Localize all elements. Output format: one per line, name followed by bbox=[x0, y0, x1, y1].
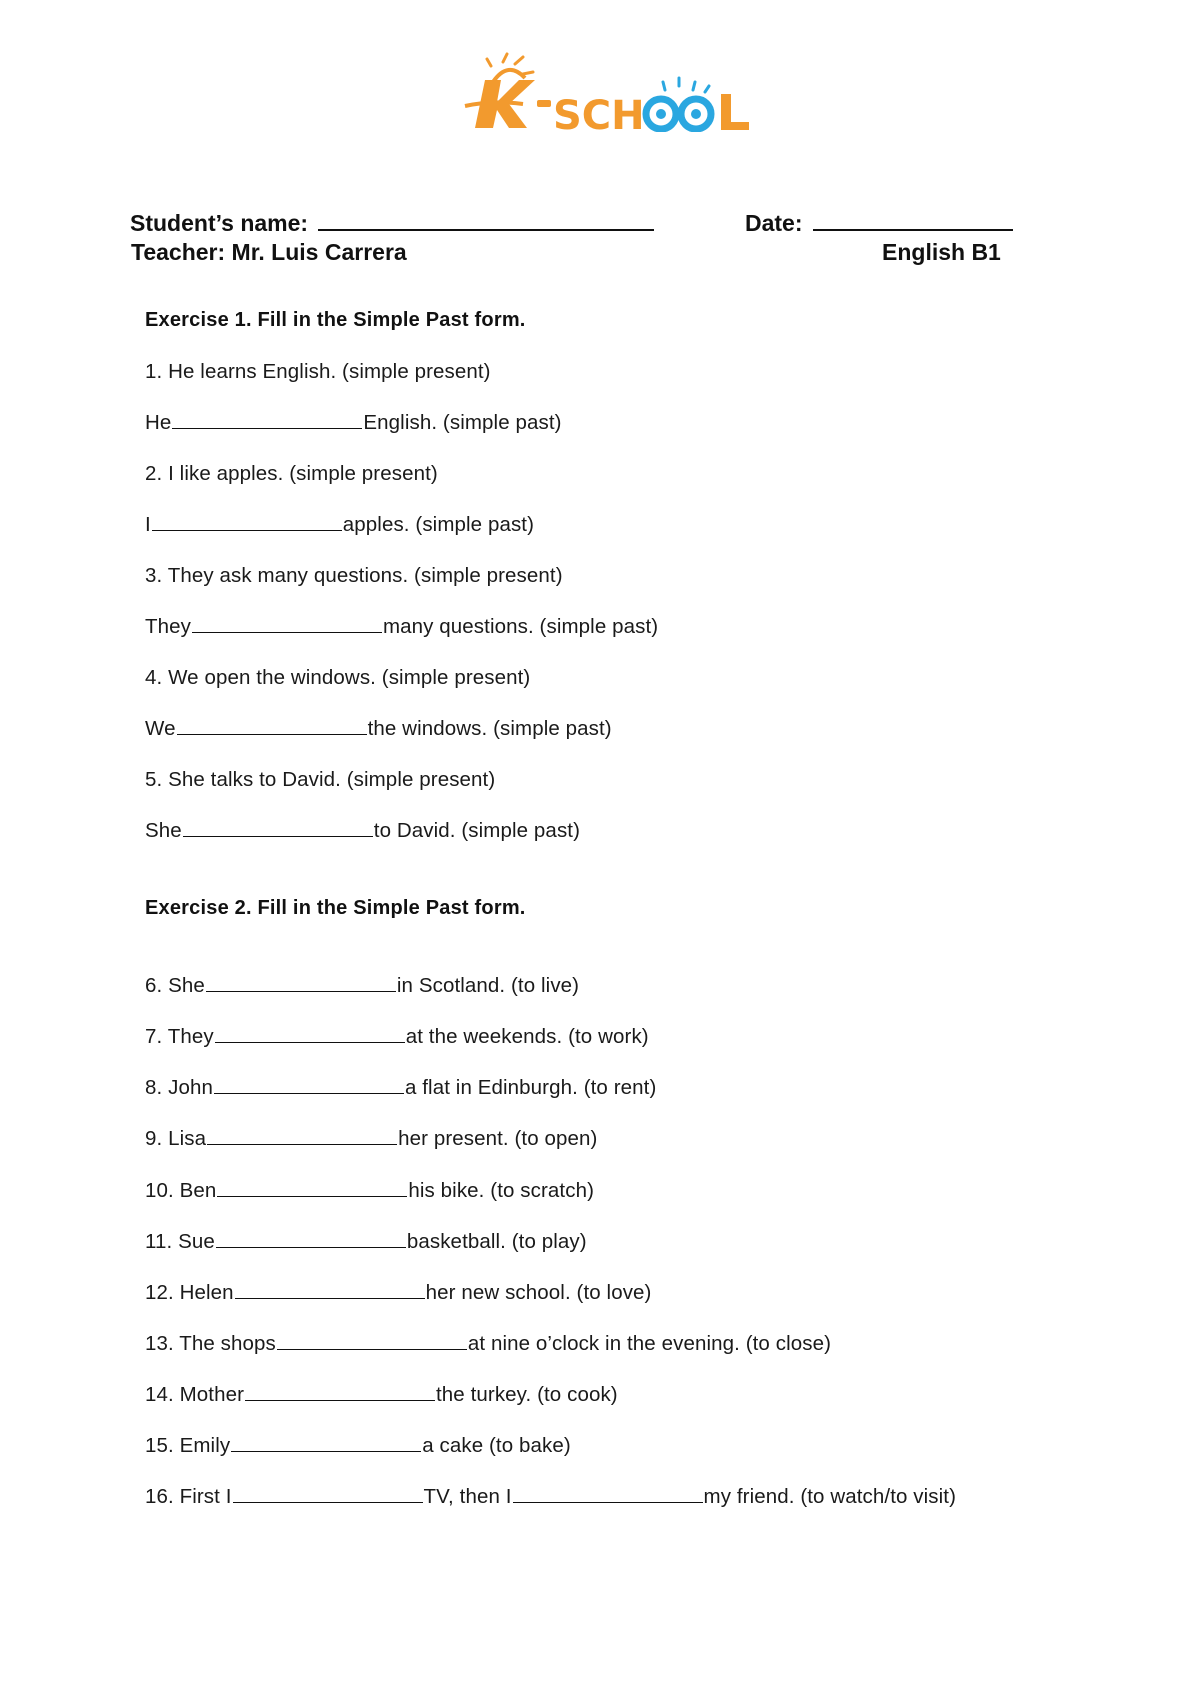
item-suffix: at the weekends. (to work) bbox=[405, 1025, 649, 1048]
item-prefix: 14. Mother bbox=[145, 1383, 244, 1406]
ex1-answer-line-3 bbox=[145, 615, 658, 639]
student-name-row bbox=[130, 210, 654, 237]
ex2-item-13 bbox=[145, 1332, 831, 1356]
item-prefix: 13. The shops bbox=[145, 1332, 276, 1355]
exercise1-title: Exercise 1. Fill in the Simple Past form. bbox=[145, 309, 526, 331]
answer-prefix: He bbox=[145, 411, 172, 434]
student-name-blank[interactable] bbox=[318, 211, 654, 231]
ex1-prompt-3: 3. They ask many questions. (simple present) bbox=[145, 564, 563, 587]
ex2-item-15 bbox=[145, 1434, 571, 1458]
answer-blank-second[interactable] bbox=[513, 1485, 703, 1503]
answer-suffix: apples. (simple past) bbox=[342, 513, 535, 536]
answer-suffix: the windows. (simple past) bbox=[367, 717, 612, 740]
answer-blank[interactable] bbox=[277, 1332, 467, 1350]
answer-suffix: to David. (simple past) bbox=[373, 819, 581, 842]
item-suffix: her new school. (to love) bbox=[425, 1281, 652, 1304]
ex2-item-14 bbox=[145, 1383, 618, 1407]
ex1-prompt-4: 4. We open the windows. (simple present) bbox=[145, 666, 531, 689]
item-prefix: 15. Emily bbox=[145, 1434, 231, 1457]
item-suffix: a flat in Edinburgh. (to rent) bbox=[404, 1076, 657, 1099]
ex1-prompt-2: 2. I like apples. (simple present) bbox=[145, 462, 438, 485]
course-level: English B1 bbox=[882, 239, 1001, 265]
ex1-prompt-1: 1. He learns English. (simple present) bbox=[145, 360, 491, 383]
ex2-item-16 bbox=[145, 1485, 956, 1509]
answer-blank[interactable] bbox=[177, 717, 367, 735]
ex1-answer-line-4 bbox=[145, 717, 612, 741]
item-prefix: 9. Lisa bbox=[145, 1127, 207, 1150]
answer-blank[interactable] bbox=[207, 1127, 397, 1145]
item-suffix: the turkey. (to cook) bbox=[436, 1383, 618, 1406]
item-suffix: his bike. (to scratch) bbox=[408, 1179, 594, 1202]
ex2-item-12 bbox=[145, 1281, 651, 1305]
date-row bbox=[745, 210, 1013, 237]
item-prefix: 10. Ben bbox=[145, 1179, 217, 1202]
answer-blank[interactable] bbox=[152, 513, 342, 531]
item-prefix: 16. First I bbox=[145, 1485, 232, 1508]
answer-prefix: I bbox=[145, 513, 151, 536]
ex2-item-10 bbox=[145, 1179, 594, 1203]
answer-blank[interactable] bbox=[206, 974, 396, 992]
item-prefix: 7. They bbox=[145, 1025, 214, 1048]
answer-prefix: They bbox=[145, 615, 191, 638]
item-suffix: in Scotland. (to live) bbox=[396, 974, 580, 997]
answer-blank[interactable] bbox=[214, 1076, 404, 1094]
answer-prefix: She bbox=[145, 819, 182, 842]
item-suffix: my friend. (to watch/to visit) bbox=[703, 1485, 957, 1508]
item-suffix: a cake (to bake) bbox=[422, 1434, 571, 1457]
answer-blank[interactable] bbox=[215, 1025, 405, 1043]
answer-blank[interactable] bbox=[172, 411, 362, 429]
k-school-logo bbox=[463, 52, 753, 132]
item-prefix: 6. She bbox=[145, 974, 205, 997]
date-blank[interactable] bbox=[813, 211, 1013, 231]
item-prefix: 8. John bbox=[145, 1076, 213, 1099]
answer-blank[interactable] bbox=[216, 1230, 406, 1248]
answer-blank[interactable] bbox=[217, 1179, 407, 1197]
answer-suffix: English. (simple past) bbox=[363, 411, 562, 434]
ex2-item-11 bbox=[145, 1230, 587, 1254]
item-prefix: 11. Sue bbox=[145, 1230, 215, 1253]
answer-suffix: many questions. (simple past) bbox=[382, 615, 659, 638]
ex2-item-6 bbox=[145, 974, 579, 998]
student-name-label: Student’s name: bbox=[130, 210, 309, 236]
answer-blank[interactable] bbox=[192, 615, 382, 633]
logo-graphic bbox=[463, 52, 753, 132]
ex1-answer-line-5 bbox=[145, 819, 580, 843]
item-suffix: her present. (to open) bbox=[398, 1127, 598, 1150]
ex2-item-8 bbox=[145, 1076, 656, 1100]
answer-blank[interactable] bbox=[245, 1383, 435, 1401]
item-middle: TV, then I bbox=[423, 1485, 512, 1508]
exercise2-title: Exercise 2. Fill in the Simple Past form. bbox=[145, 897, 526, 919]
answer-blank[interactable] bbox=[183, 819, 373, 837]
svg-text:SCH: SCH bbox=[553, 93, 645, 132]
ex1-answer-line-2 bbox=[145, 513, 534, 537]
answer-blank[interactable] bbox=[235, 1281, 425, 1299]
answer-prefix: We bbox=[145, 717, 176, 740]
item-prefix: 12. Helen bbox=[145, 1281, 234, 1304]
item-suffix: basketball. (to play) bbox=[406, 1230, 587, 1253]
ex1-prompt-5: 5. She talks to David. (simple present) bbox=[145, 768, 496, 791]
item-suffix: at nine o’clock in the evening. (to close) bbox=[467, 1332, 832, 1355]
date-label: Date: bbox=[745, 210, 803, 236]
ex2-item-9 bbox=[145, 1127, 597, 1151]
ex2-item-7 bbox=[145, 1025, 649, 1049]
answer-blank[interactable] bbox=[233, 1485, 423, 1503]
answer-blank[interactable] bbox=[231, 1434, 421, 1452]
teacher-name: Teacher: Mr. Luis Carrera bbox=[131, 239, 407, 265]
ex1-answer-line-1 bbox=[145, 411, 562, 435]
